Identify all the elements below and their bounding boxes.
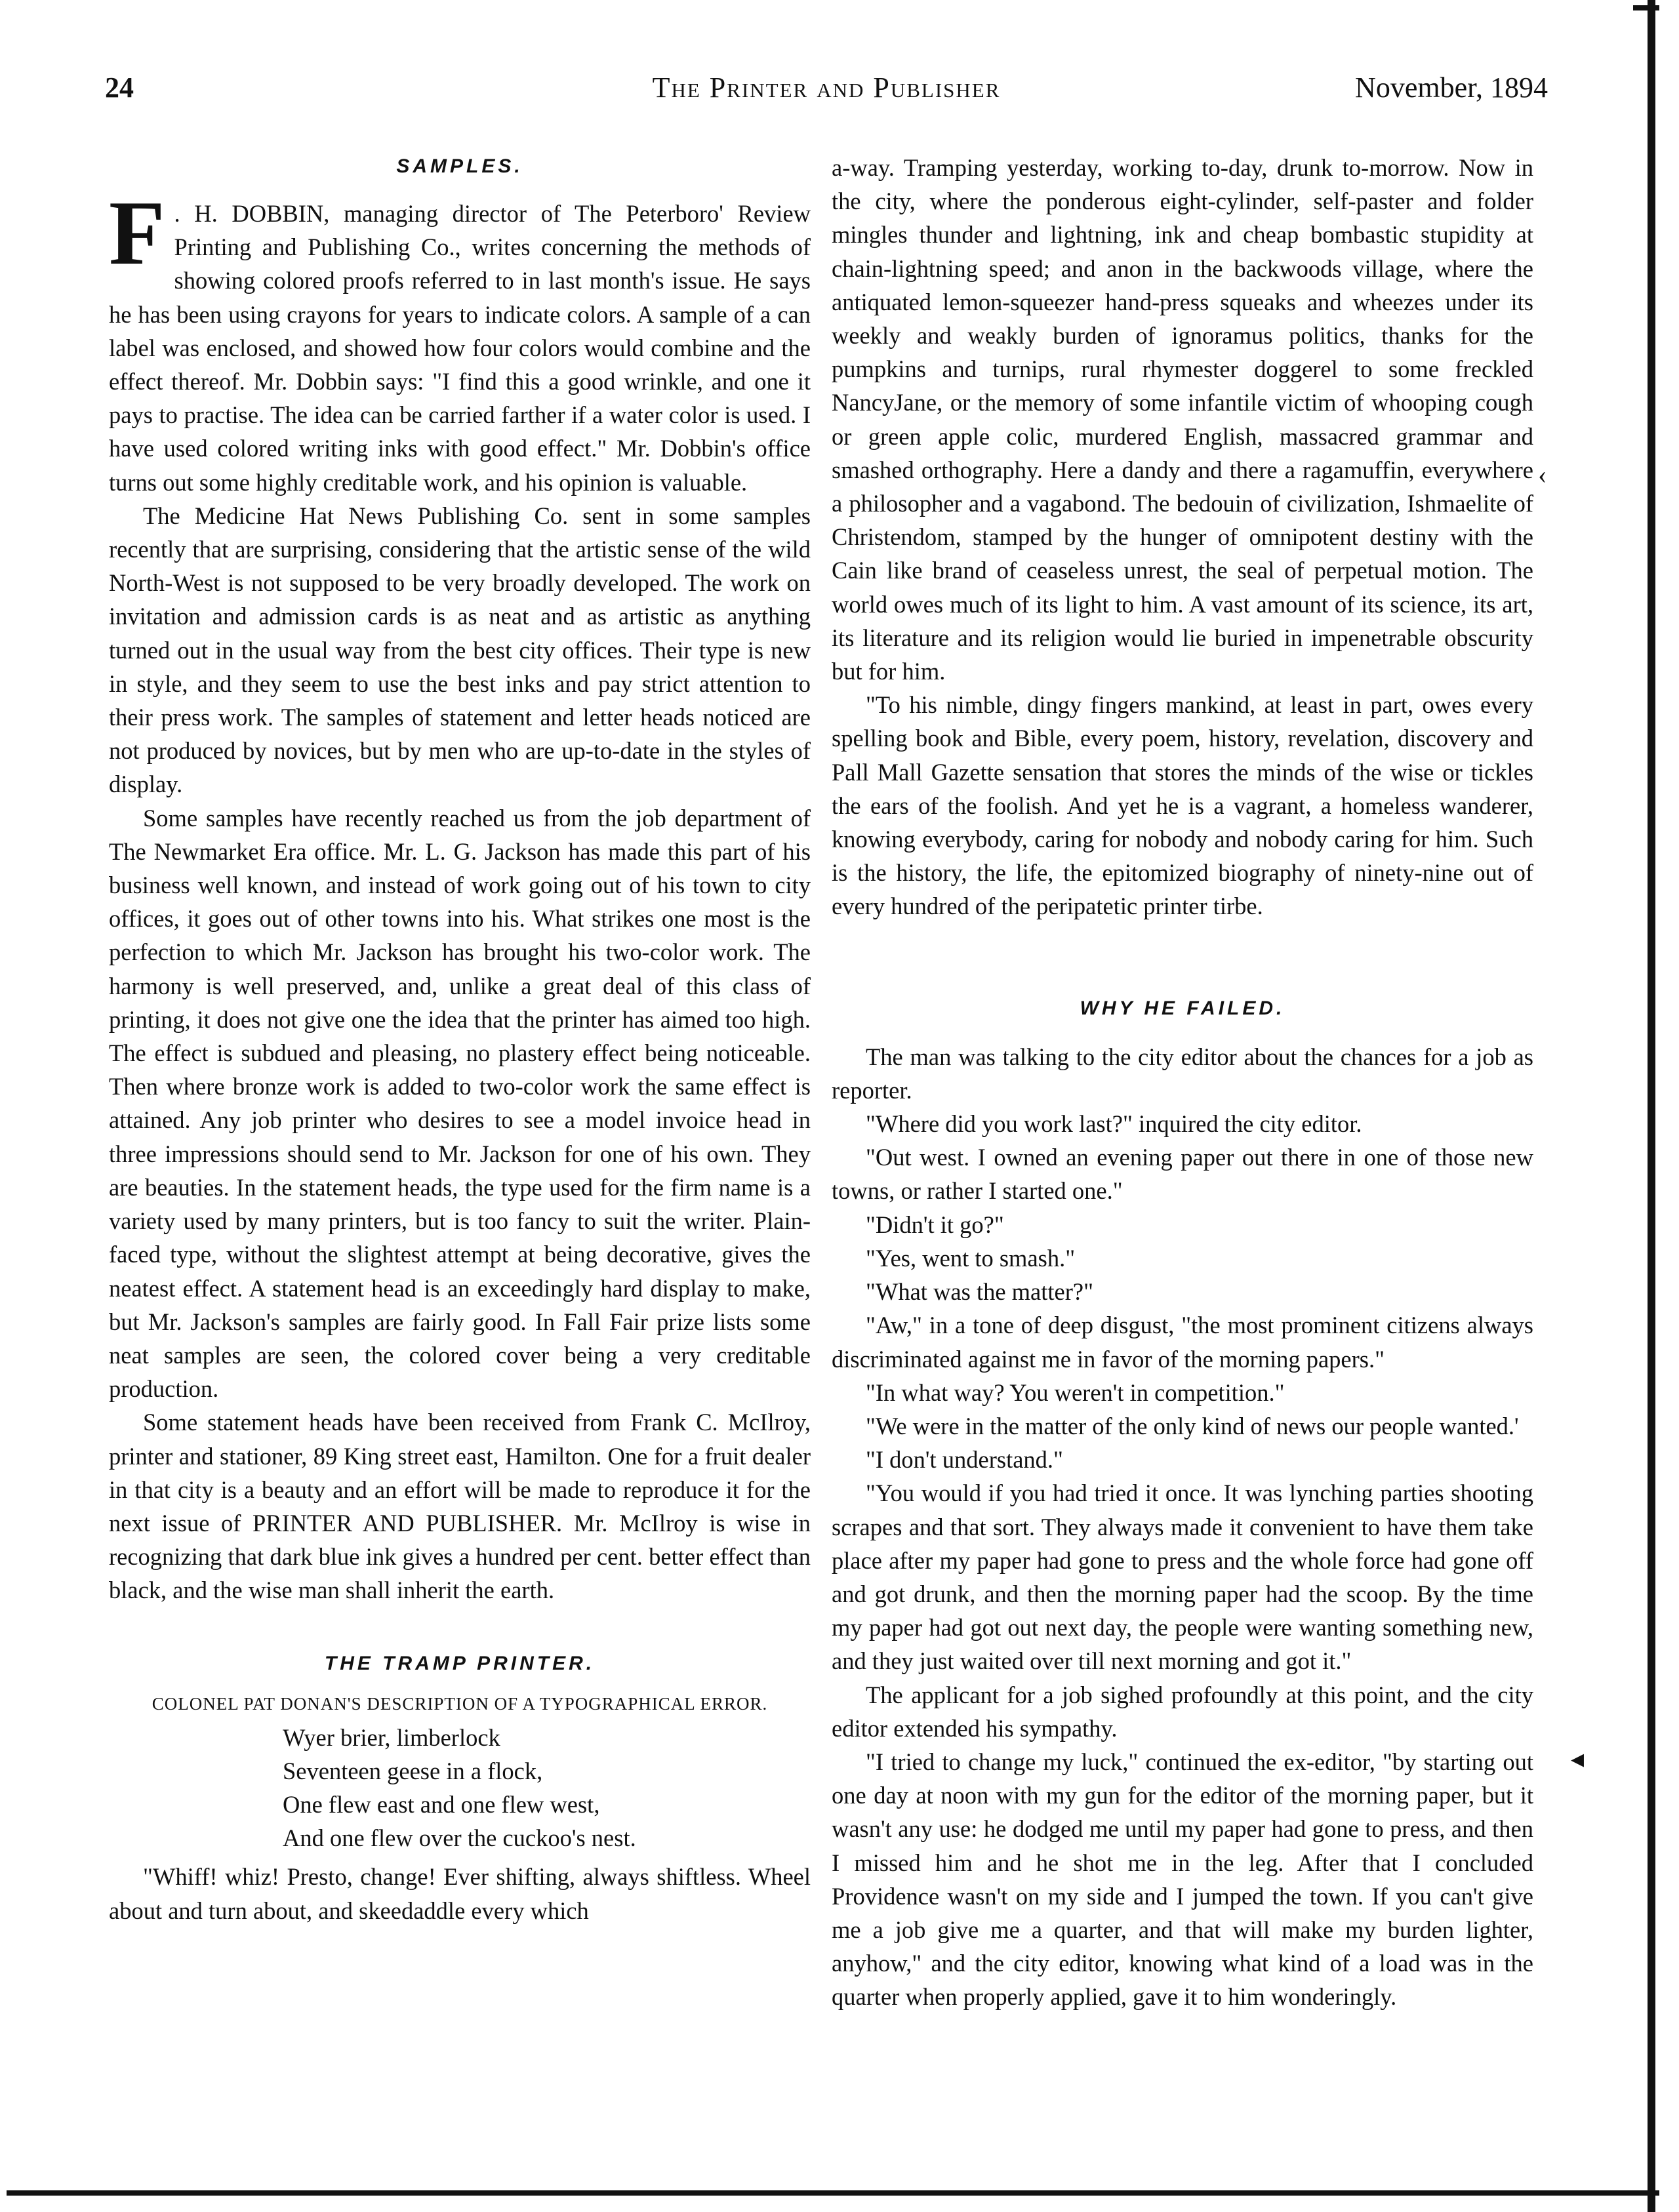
verse-line: One flew east and one flew west, [283,1790,600,1818]
tramp-printer-paragraph: a-way. Tramping yesterday, working to-day, drunk to-morrow. Now in the city, where the ponderous eight-cylinder, self-paster and folder mingles thunder and lightning, ink and cheap bombastic stupidity at chain-lightning speed; and anon in the backwoods village, where the antiquated lemon-squeezer hand-press squeaks and wheezes under its weekly and weakly burden of ignoramus politics, thanks for the pumpkins and turnips, rural rhymester doggerel to some freckled NancyJane, or the memory of some infantile victim of whooping cough or green apple colic, murdered English, massacred grammar and smashed orthography. Here a dandy and there a ragamuffin, everywhere a philosopher and a vagabond. The bedouin of civilization, Ishmaelite of Christendom, stamped by the hunger of omnipotent destiny with the Cain like brand of ceaseless unrest, the seal of perpetual motion. The world owes much of its light to him. A vast amount of its science, its art, its literature and its religion would lie buried in impenetrable obscurity but for him. [832,154,1533,685]
verse-line: And one flew over the cuckoo's nest. [283,1824,636,1852]
why-he-failed-paragraph: "Where did you work last?" inquired the city editor. [866,1110,1362,1138]
why-he-failed-paragraph: "What was the matter?" [866,1278,1093,1306]
right-border-cap [1633,5,1659,10]
why-he-failed-paragraph: "Yes, went to smash." [866,1244,1076,1272]
tramp-printer-paragraph: "Whiff! whiz! Presto, change! Ever shifting, always shiftless. Wheel about and turn about, and skeedaddle every which [109,1863,811,1924]
samples-paragraph: Some statement heads have been received from Frank C. McIlroy, printer and stationer, 89 King street east, Hamilton. One for a fruit dealer in that city is a beauty and an effort will be made to reproduce it for the next issue of PRINTER AND PUBLISHER. Mr. McIlroy is wise in recognizing that dark blue ink gives a hundred per cent. better effect than black, and the wise man shall inherit the earth. [109,1409,811,1604]
why-he-failed-paragraph: The applicant for a job sighed profoundly at this point, and the city editor extended his sympathy. [832,1681,1533,1742]
samples-paragraph: F . H. DOBBIN, managing director of The Peterboro' Review Printing and Publishing Co., writes concerning the methods of showing colored proofs referred to in last month's issue. He says he has been using crayons for years to indicate colors. A sample of a can label was enclosed, and showed how four colors would combine and the effect thereof. Mr. Dobbin says: "I find this a good wrinkle, and one it pays to practise. The idea can be carried farther if a water color is used. I have used colored writing inks with good effect." Mr. Dobbin's office turns out some highly creditable work, and his opinion is valuable. [109,182,811,496]
right-column [832,151,1533,2014]
samples-paragraph: Some samples have recently reached us from the job department of The Newmarket Era office. Mr. L. G. Jackson has made this part of his business well known, and instead of work going out of his town to city offices, it goes out of other towns into his. What strikes one most is the perfection to which Mr. Jackson has brought his two-color work. The harmony is well preserved, and, unlike a great deal of this class of printing, it does not give one the idea that the printer has aimed too high. The effect is subdued and pleasing, no plastery effect being noticeable. Then where bronze work is added to two-color work the same effect is attained. Any job printer who desires to see a model invoice head in three impressions should send to Mr. Jackson for one of his own. They are beauties. In the statement heads, the type used for the firm name is a variety used by many printers, but is too fancy to suit the writer. Plain-faced type, without the slightest attempt at being decorative, gives the neatest effect. A statement head is an exceedingly hard display to make, but Mr. Jackson's samples are fairly good. In Fall Fair prize lists some neat samples are seen, the colored cover being a very creditable production. [109,804,811,1403]
right-border-rule [1648,0,1655,2212]
why-he-failed-paragraph: "Aw," in a tone of deep disgust, "the most prominent citizens always discriminated against me in favor of the morning papers." [832,1312,1533,1373]
why-he-failed-paragraph: "I don't understand." [866,1446,1063,1474]
tramp-printer-paragraph: "To his nimble, dingy fingers mankind, at least in part, owes every spelling book and Bible, every poem, history, revelation, discovery and Pall Mall Gazette sensation that stores the minds of the wise or tickles the ears of the foolish. And yet he is a vagrant, a homeless wanderer, knowing everybody, caring for nobody and nobody caring for him. Such is the history, the life, the epitomized biography of ninety-nine out of every hundred of the peripatetic printer tirbe. [832,691,1533,920]
issue-date: November, 1894 [1355,71,1548,104]
why-he-failed-paragraph: "Out west. I owned an evening paper out there in one of those new towns, or rather I started one." [832,1144,1533,1205]
why-he-failed-paragraph: The man was talking to the city editor about the chances for a job as reporter. [832,1043,1533,1104]
tramp-printer-subheading: COLONEL PAT DONAN'S DESCRIPTION OF A TYPOGRAPHICAL ERROR. [152,1693,768,1714]
samples-paragraph: The Medicine Hat News Publishing Co. sent in some samples recently that are surprising, considering that the artistic sense of the wild North-West is not supposed to be very broadly developed. The work on invitation and admission cards is as neat and as artistic as anything turned out in the usual way from the best city offices. Their type is new in style, and they seem to use the best inks and pay strict attention to their press work. The samples of statement and letter heads noticed are not produced by novices, but by men who are up-to-date in the styles of display. [109,502,811,798]
why-he-failed-paragraph: "I tried to change my luck," continued the ex-editor, "by starting out one day at noon with my gun for the editor of the morning paper, but it wasn't any use: he dodged me until my paper had gone to press, and then I missed him and he shot me in the leg. After that I concluded Providence wasn't on my side and I jumped the town. If you can't give me a job give me a quarter, and that will make my burden lighter, anyhow," and the city editor, knowing what kind of a load was in the quarter when properly applied, gave it to him wonderingly. [832,1748,1533,2011]
page-number: 24 [105,71,134,104]
margin-mark: ◂ [1571,1744,1585,1773]
why-he-failed-paragraph: "In what way? You weren't in competition." [866,1378,1285,1406]
drop-cap: F [109,182,165,284]
why-he-failed-heading: WHY HE FAILED. [1080,997,1285,1019]
bottom-border-rule [7,2190,1659,2196]
samples-heading: SAMPLES. [396,155,523,177]
why-he-failed-paragraph: "You would if you had tried it once. It was lynching parties shooting scrapes and that sort. They always made it convenient to have them take place after my paper had gone to press and the whole force had gone off and got drunk, and then the morning paper had the scoop. By the time my paper had got out next day, the people were wanting something new, and they just waited over till next morning and got it." [832,1479,1533,1675]
verse-line: Seventeen geese in a flock, [283,1757,543,1784]
verse [109,1721,811,1855]
left-column [109,150,811,1927]
page-header [105,71,1548,110]
margin-mark: ‹ [1538,460,1547,489]
journal-title: The Printer and Publisher [652,71,1001,104]
tramp-printer-heading: THE TRAMP PRINTER. [324,1652,596,1674]
why-he-failed-paragraph: "We were in the matter of the only kind of news our people wanted.' [866,1412,1519,1439]
why-he-failed-paragraph: "Didn't it go?" [866,1211,1004,1238]
verse-line: Wyer brier, limberlock [283,1723,500,1751]
